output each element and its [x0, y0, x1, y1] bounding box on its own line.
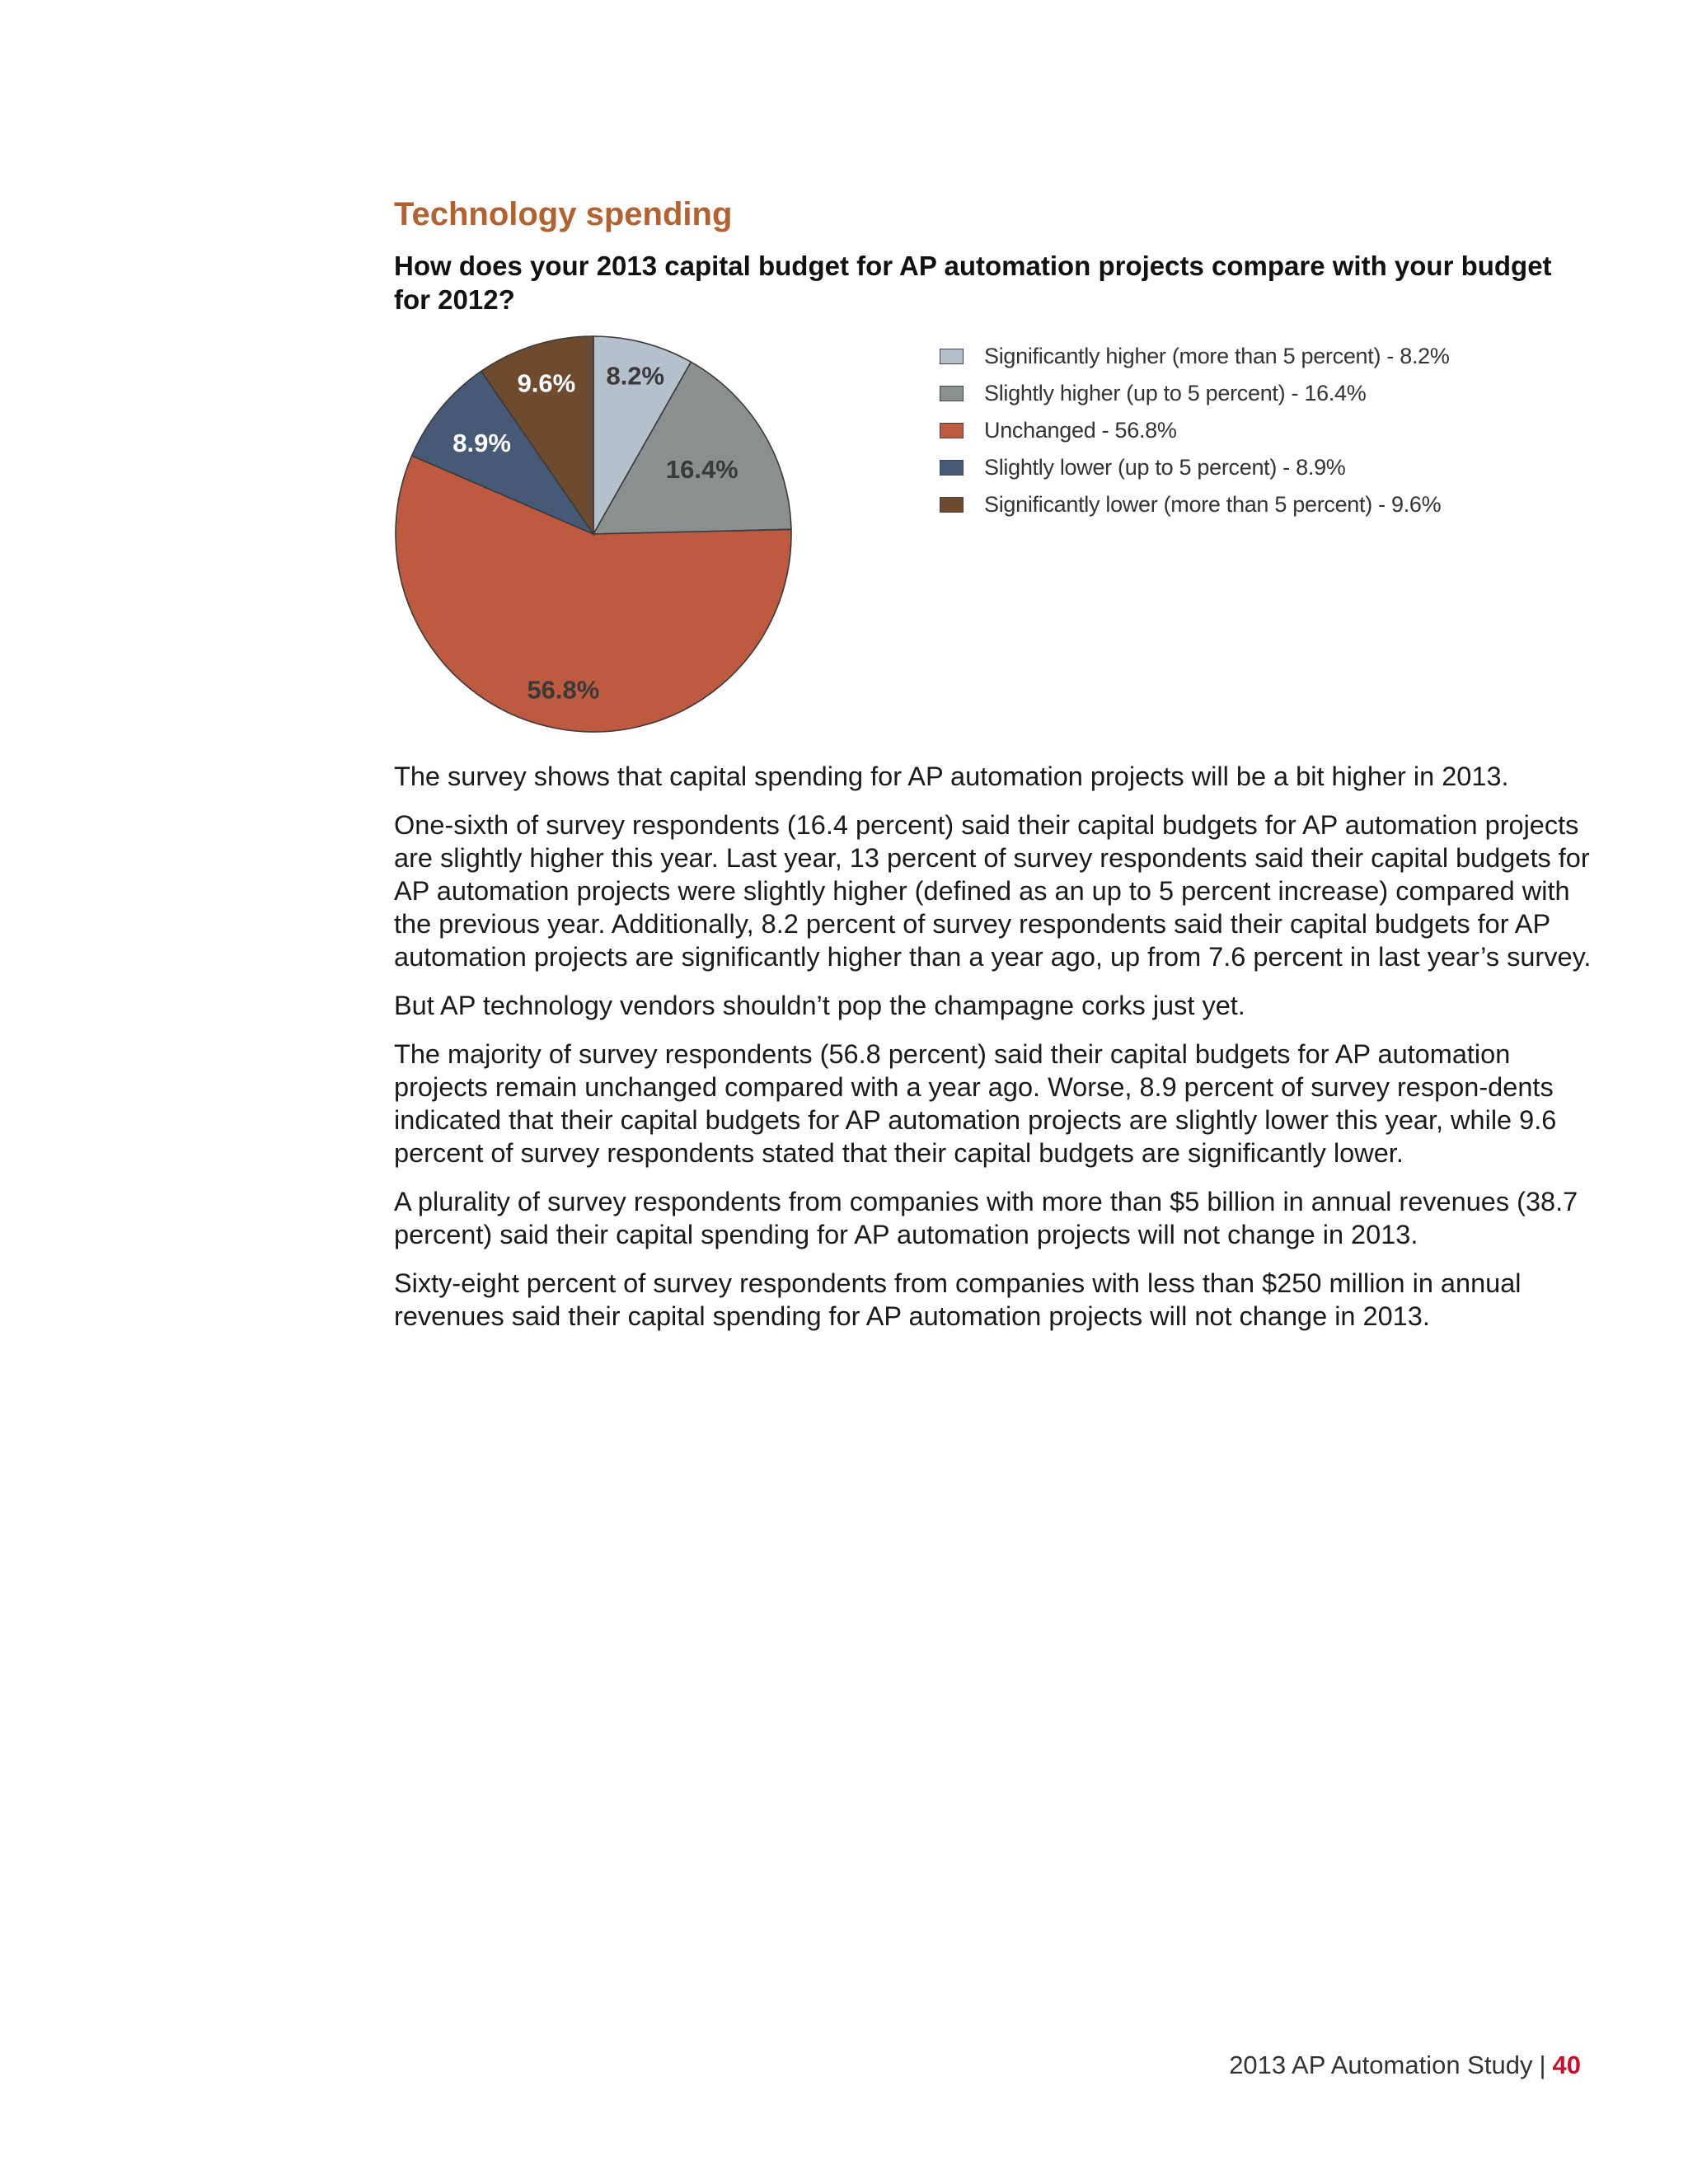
legend-label: Slightly higher (up to 5 percent) - 16.4%	[984, 381, 1367, 405]
legend-label: Significantly higher (more than 5 percent) - 8.2%	[984, 344, 1450, 368]
legend-item	[940, 449, 1450, 486]
page-footer	[1229, 2050, 1581, 2080]
paragraph: The survey shows that capital spending for AP automation projects will be a bit higher in 2013.	[394, 762, 1509, 791]
body-text	[394, 760, 1597, 1348]
footer-doc-title: 2013 AP Automation Study	[1229, 2050, 1533, 2079]
legend-label: Unchanged - 56.8%	[984, 418, 1177, 443]
pie-slice-label: 16.4%	[665, 455, 738, 485]
legend-swatch	[940, 349, 964, 364]
legend-swatch	[940, 497, 964, 513]
legend-swatch	[940, 460, 964, 476]
pie-slice-label: 8.2%	[606, 361, 665, 391]
paragraph: Sixty-eight percent of survey respondents from companies with less than $250 million in annual revenues said their capital spending for AP automation projects will not change in 2013.	[394, 1268, 1522, 1331]
legend-swatch	[940, 386, 964, 401]
chart-legend	[940, 338, 1450, 523]
paragraph: A plurality of survey respondents from companies with more than $5 billion in annual revenues (38.7 percent) said their capital spending for AP automation projects will not change in 2013.	[394, 1187, 1578, 1249]
pie-slice-label: 9.6%	[517, 368, 576, 398]
legend-swatch	[940, 423, 964, 438]
survey-question: How does your 2013 capital budget for AP automation projects compare with your budget for 2012?	[394, 251, 1552, 315]
legend-item	[940, 375, 1450, 412]
paragraph: But AP technology vendors shouldn’t pop the champagne corks just yet.	[394, 991, 1245, 1020]
legend-item	[940, 412, 1450, 449]
legend-label: Significantly lower (more than 5 percent) - 9.6%	[984, 492, 1442, 517]
paragraph: One-sixth of survey respondents (16.4 percent) said their capital budgets for AP automation projects are slightly higher this year. Last year, 13 percent of survey respondents said their capital budgets for AP automation projects were slightly higher (defined as an up to 5 percent increase) compared with the previous year. Additionally, 8.2 percent of survey respondents said their capital budgets for AP automation projects are significantly higher than a year ago, up from 7.6 percent in last year’s survey.	[394, 810, 1592, 972]
legend-label: Slightly lower (up to 5 percent) - 8.9%	[984, 455, 1346, 480]
legend-item	[940, 338, 1450, 375]
pie-slice-label: 8.9%	[452, 428, 511, 457]
section-title: Technology spending	[394, 196, 733, 232]
paragraph: The majority of survey respondents (56.8 percent) said their capital budgets for AP automation projects remain unchanged compared with a year ago. Worse, 8.9 percent of survey respon-dents indicated that their capital budgets for AP automation projects are slightly lower this year, while 9.6 percent of survey respondents stated that their capital budgets are significantly lower.	[394, 1039, 1557, 1168]
pie-slice-label: 56.8%	[527, 675, 600, 705]
legend-item	[940, 486, 1450, 523]
page-number: 40	[1552, 2050, 1581, 2079]
footer-separator: |	[1539, 2050, 1546, 2079]
pie-chart	[387, 330, 799, 742]
